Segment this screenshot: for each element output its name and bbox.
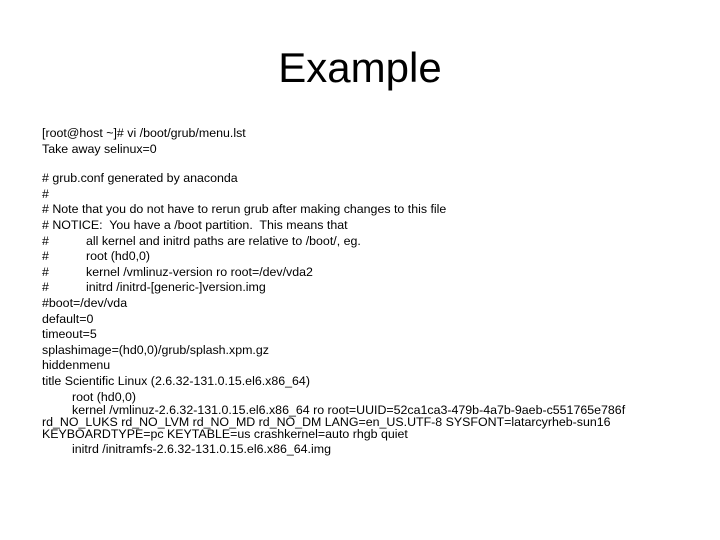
- setting-line: #boot=/dev/vda: [42, 295, 128, 310]
- kernel-line: kernel /vmlinuz-2.6.32-131.0.15.el6.x86_64 ro root=UUID=52ca1ca3-479b-4a7b-9aeb-c551765e786f: [72, 403, 626, 418]
- setting-line: default=0: [42, 311, 94, 326]
- comment-hash: #: [42, 264, 49, 279]
- comment-text: initrd /initrd-[generic-]version.img: [86, 280, 266, 295]
- initrd-line: initrd /initramfs-2.6.32-131.0.15.el6.x86_64.img: [72, 442, 331, 457]
- indented-comment-line: [42, 265, 682, 281]
- comment-line: #: [42, 186, 49, 201]
- comment-line: # Note that you do not have to rerun grub after making changes to this file: [42, 202, 447, 217]
- indented-comment-line: [42, 280, 682, 296]
- comment-text: root (hd0,0): [86, 249, 151, 264]
- comment-hash: #: [42, 280, 49, 295]
- setting-line: title Scientific Linux (2.6.32-131.0.15.el6.x86_64): [42, 373, 310, 388]
- kernel-line: rd_NO_LUKS rd_NO_LVM rd_NO_MD rd_NO_DM LANG=en_US.UTF-8 SYSFONT=latarcyrheb-sun16: [42, 414, 611, 429]
- kernel-line: KEYBOARDTYPE=pc KEYTABLE=us crashkernel=auto rhgb quiet: [42, 426, 408, 441]
- command-line: Take away selinux=0: [42, 141, 157, 156]
- setting-line: hiddenmenu: [42, 358, 111, 373]
- comment-hash: #: [42, 249, 49, 264]
- indented-comment-line: [42, 234, 682, 250]
- slide-title: Example: [278, 44, 442, 91]
- indented-comment-line: [42, 249, 682, 265]
- slide-body: [42, 126, 682, 458]
- setting-line: timeout=5: [42, 327, 97, 342]
- command-line: [root@host ~]# vi /boot/grub/menu.lst: [42, 126, 246, 140]
- root-line: root (hd0,0): [72, 389, 137, 404]
- comment-text: all kernel and initrd paths are relative to /boot/, eg.: [86, 233, 361, 248]
- comment-line: # NOTICE: You have a /boot partition. This means that: [42, 217, 348, 232]
- spacer: [42, 157, 682, 171]
- setting-line: splashimage=(hd0,0)/grub/splash.xpm.gz: [42, 342, 269, 357]
- comment-text: kernel /vmlinuz-version ro root=/dev/vda2: [86, 264, 313, 279]
- comment-line: # grub.conf generated by anaconda: [42, 171, 238, 186]
- comment-hash: #: [42, 233, 49, 248]
